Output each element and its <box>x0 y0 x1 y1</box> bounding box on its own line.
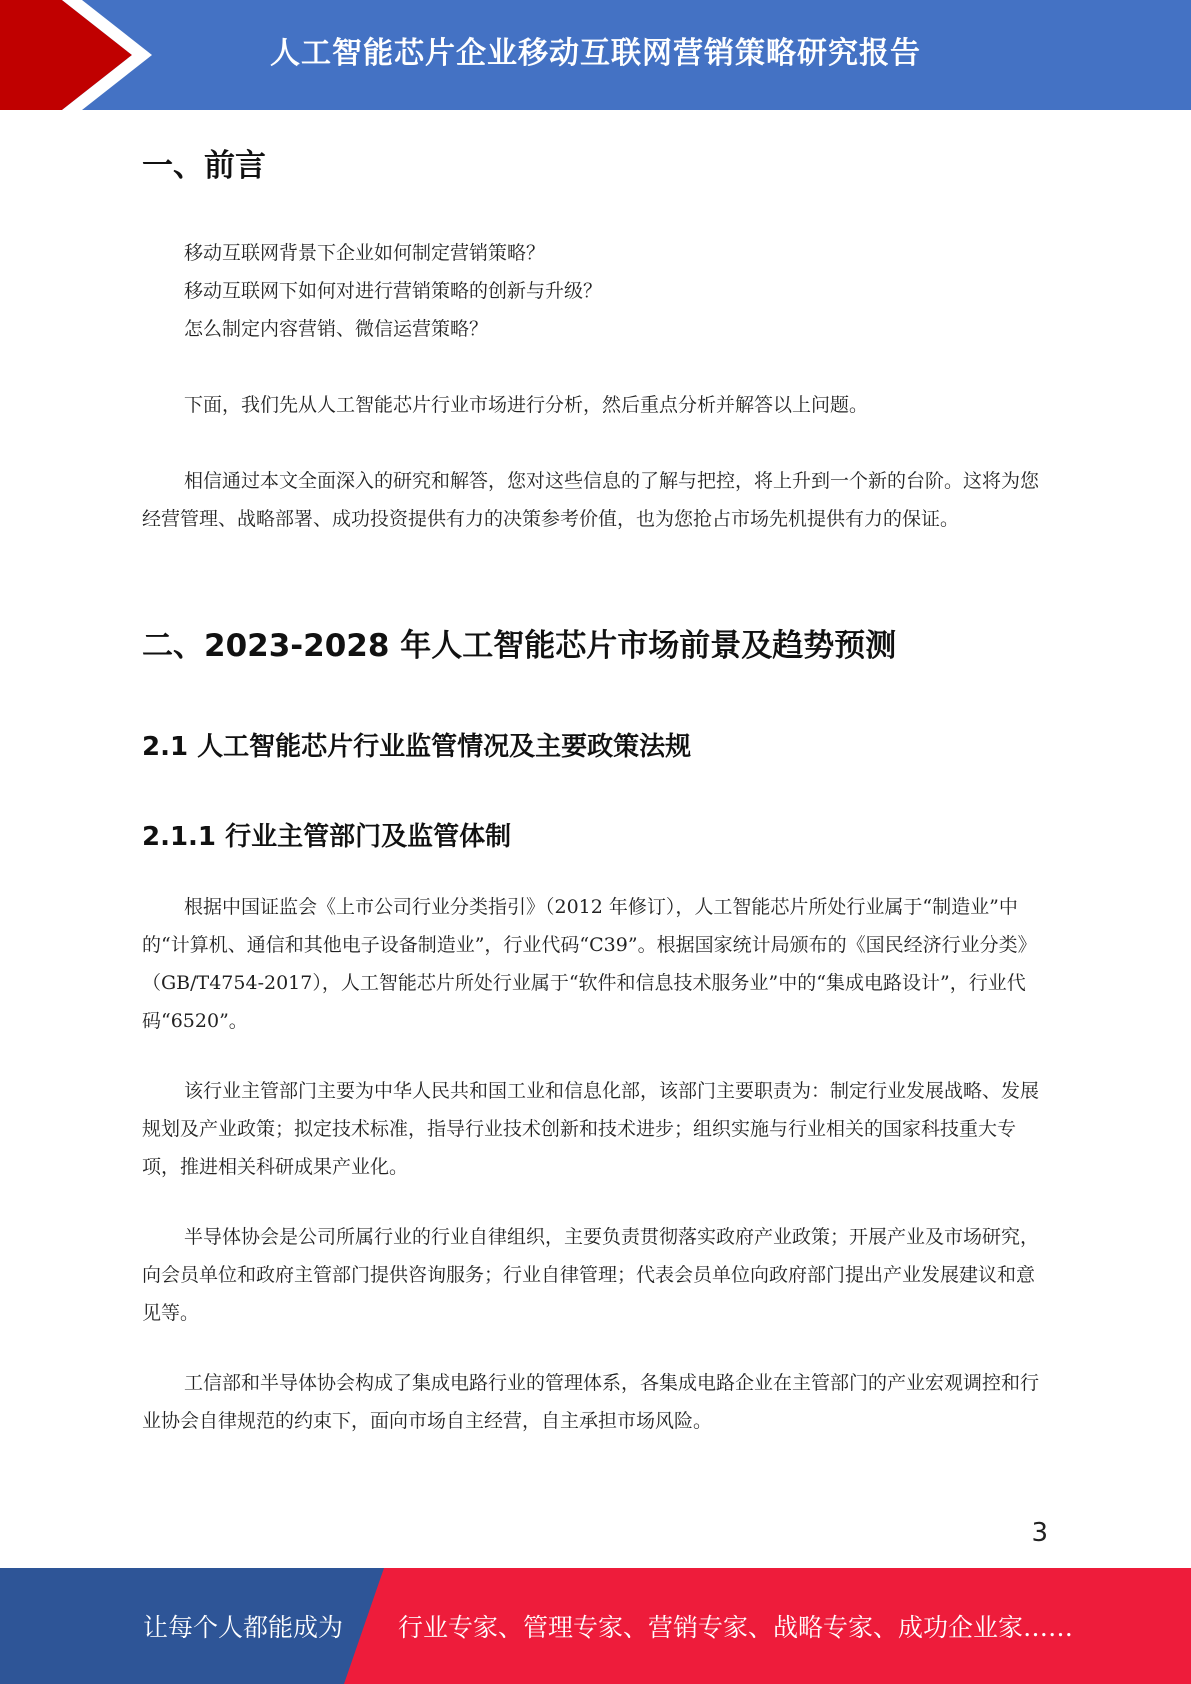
footer-slogan-right: 行业专家、管理专家、营销专家、战略专家、成功企业家…… <box>398 1613 1074 1642</box>
association-paragraph: 半导体协会是公司所属行业的行业自律组织，主要负责贯彻落实政府产业政策；开展产业及市场研究，向会员单位和政府主管部门提供咨询服务；行业自律管理；代表会员单位向政府部门提出产业发展建议和意见等。 <box>142 1226 1040 1324</box>
section2-1-heading: 2.1 人工智能芯片行业监管情况及主要政策法规 <box>142 732 692 762</box>
report-title: 人工智能芯片企业移动互联网营销策略研究报告 <box>270 36 921 71</box>
classification-paragraph: 根据中国证监会《上市公司行业分类指引》（2012 年修订），人工智能芯片所处行业属于“制造业”中的“计算机、通信和其他电子设备制造业”，行业代码“C39”。根据国家统计局颁布的《国民经济行业分类》（GB/T4754-2017），人工智能芯片所处行业属于“软件和信息技术服务业”中的“集成电路设计”，行业代码“6520”。 <box>142 896 1037 1032</box>
intro-paragraph: 下面，我们先从人工智能芯片行业市场进行分析，然后重点分析并解答以上问题。 <box>184 394 869 416</box>
page-header <box>0 0 1191 110</box>
page-number: 3 <box>1031 1518 1048 1548</box>
management-system-paragraph: 工信部和半导体协会构成了集成电路行业的管理体系，各集成电路企业在主管部门的产业宏观调控和行业协会自律规范的约束下，面向市场自主经营，自主承担市场风险。 <box>142 1372 1040 1432</box>
section2-heading: 二、2023-2028 年人工智能芯片市场前景及趋势预测 <box>142 628 897 664</box>
question-2: 移动互联网下如何对进行营销策略的创新与升级？ <box>184 280 603 302</box>
section2-1-1-heading: 2.1.1 行业主管部门及监管体制 <box>142 822 512 852</box>
page-footer <box>0 1568 1191 1684</box>
question-3: 怎么制定内容营销、微信运营策略？ <box>184 318 489 340</box>
section1-heading: 一、前言 <box>142 148 266 184</box>
footer-slogan-left: 让每个人都能成为 <box>143 1613 344 1642</box>
question-1: 移动互联网背景下企业如何制定营销策略？ <box>184 242 546 264</box>
value-paragraph: 相信通过本文全面深入的研究和解答，您对这些信息的了解与把控，将上升到一个新的台阶。这将为您经营管理、战略部署、成功投资提供有力的决策参考价值，也为您抢占市场先机提供有力的保证。 <box>142 470 1040 530</box>
regulator-paragraph: 该行业主管部门主要为中华人民共和国工业和信息化部，该部门主要职责为：制定行业发展战略、发展规划及产业政策；拟定技术标准，指导行业技术创新和技术进步；组织实施与行业相关的国家科技重大专项，推进相关科研成果产业化。 <box>142 1080 1040 1178</box>
